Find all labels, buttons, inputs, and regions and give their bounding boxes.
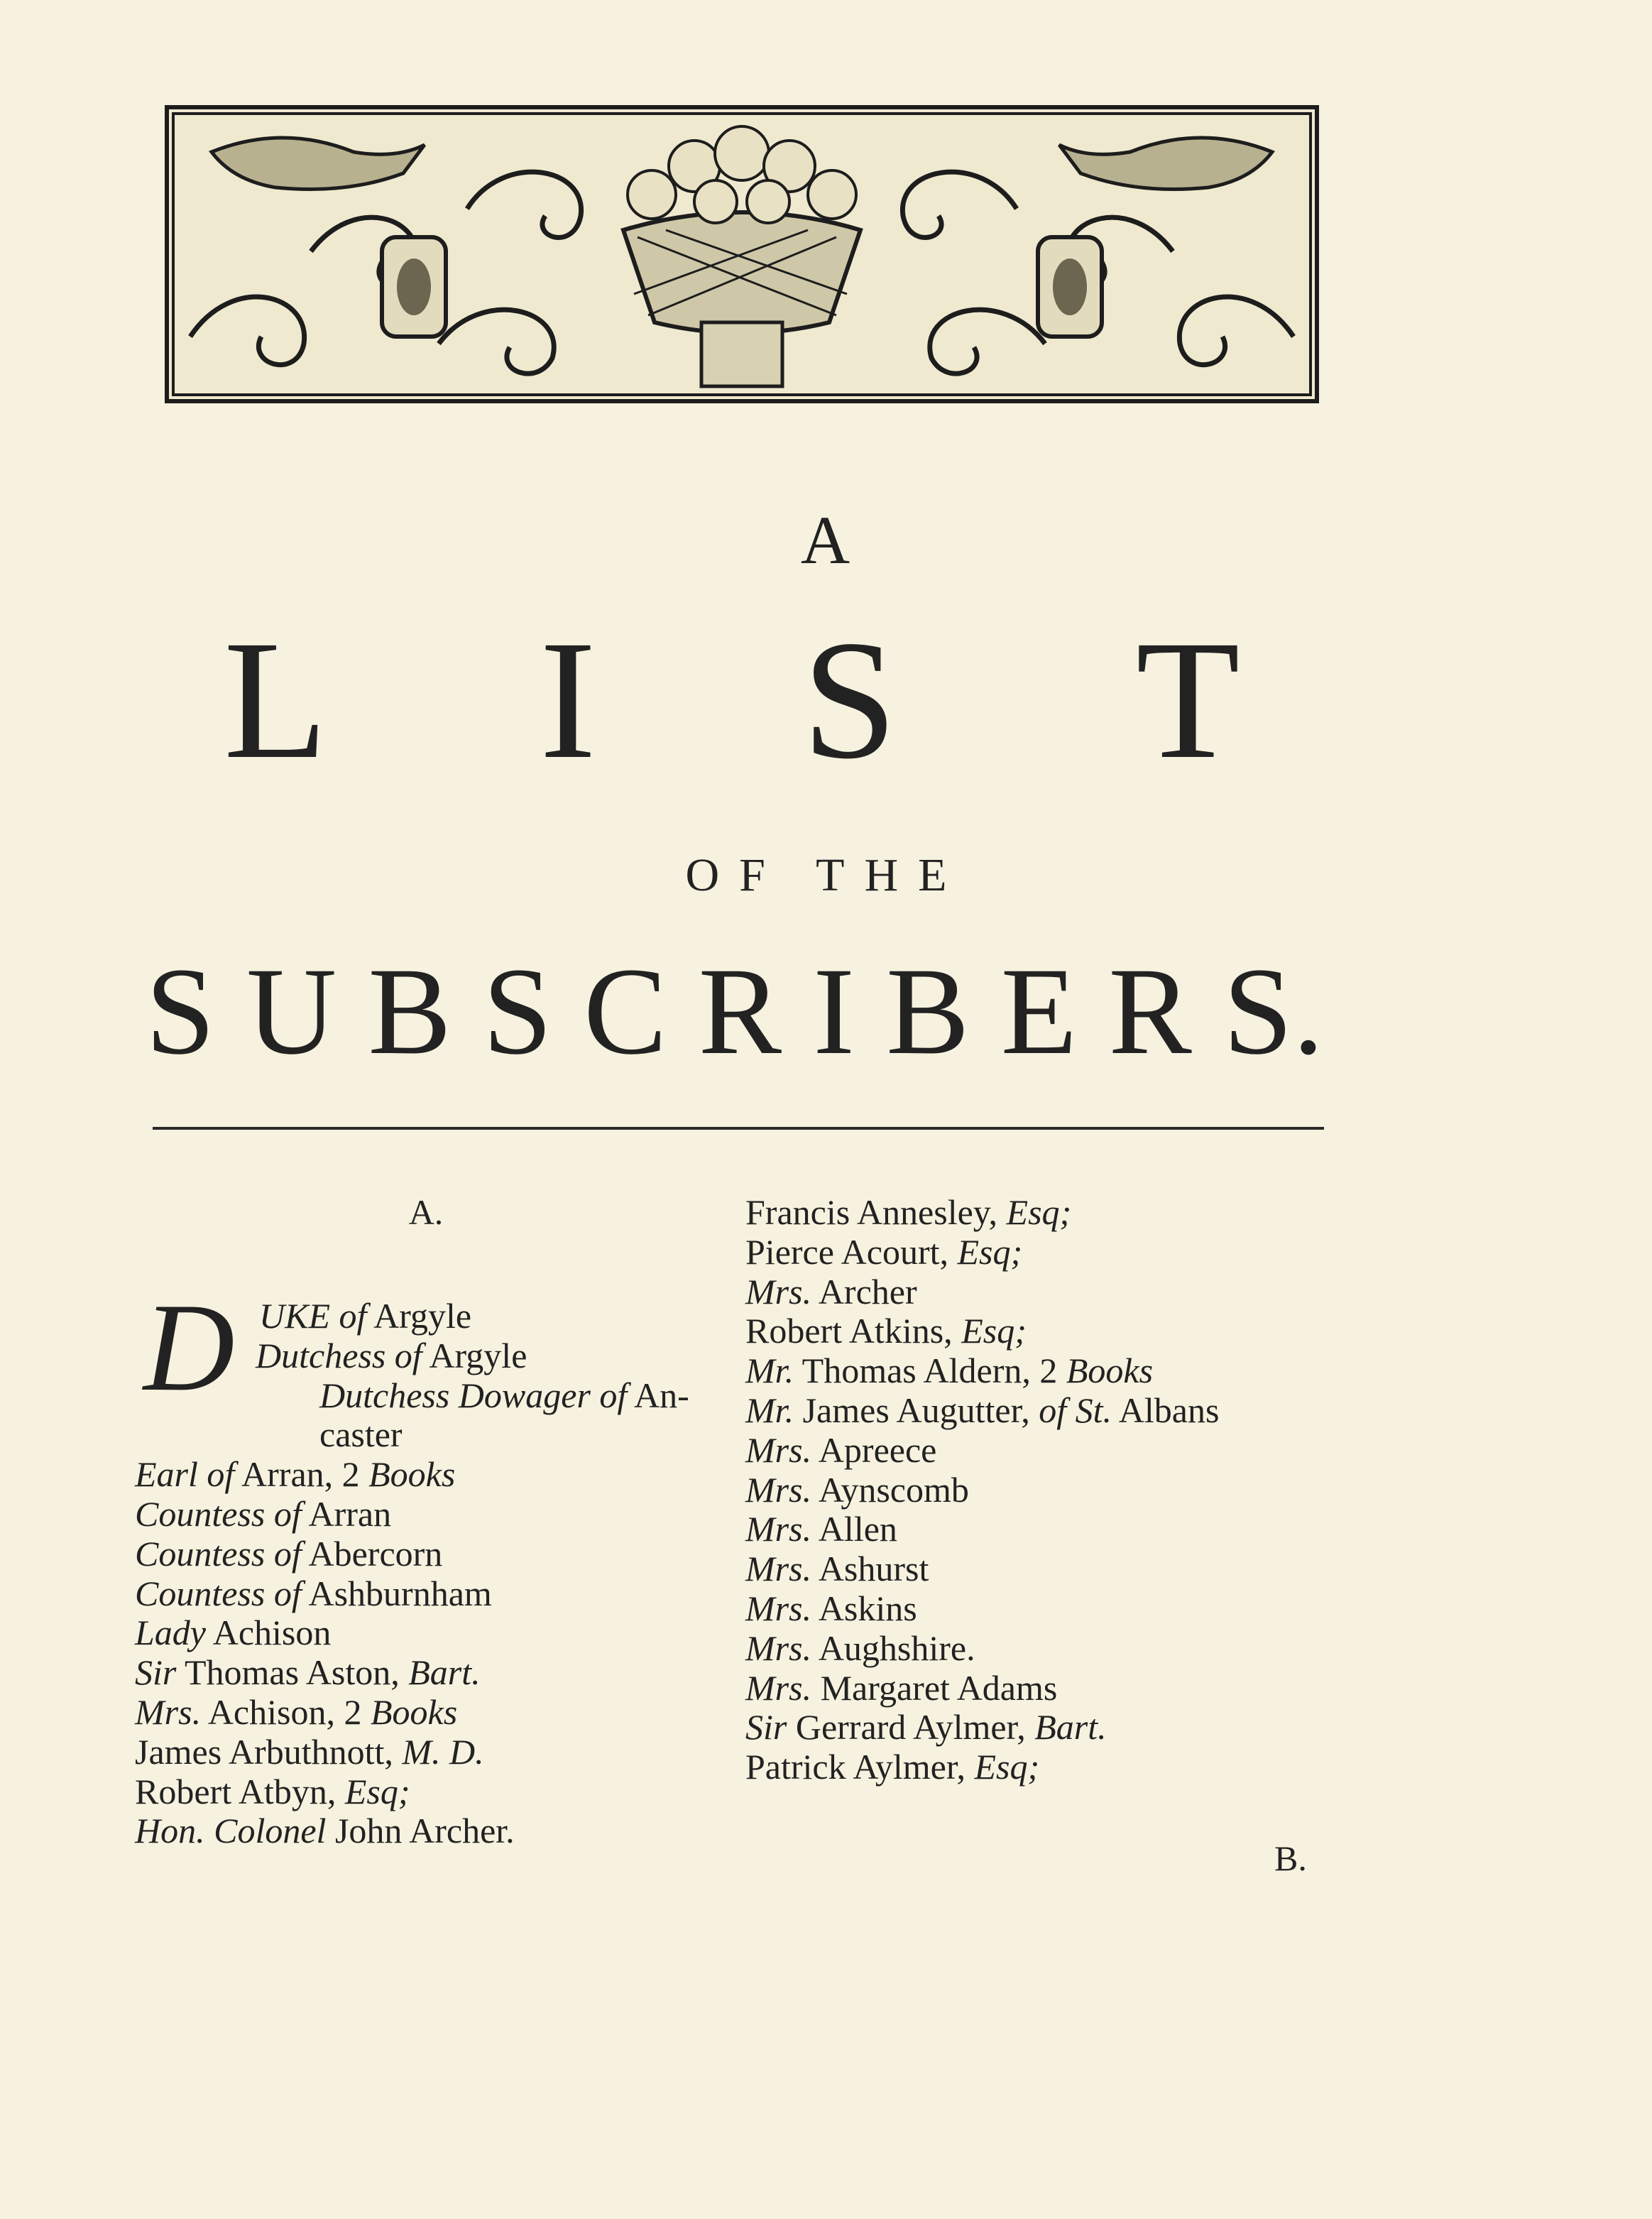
entry-text: Thomas Aldern, 2 (794, 1351, 1066, 1391)
entry-text: Thomas Aston, (176, 1652, 409, 1693)
entry-text: Achison, 2 (201, 1691, 371, 1732)
title-subscribers (146, 942, 1324, 1081)
subscriber-entry (135, 1534, 724, 1574)
entry-italic-text: Mrs. (745, 1549, 812, 1589)
entry-text: Aynscomb (811, 1469, 969, 1510)
catchword: B. (1274, 1838, 1307, 1878)
entry-text: Arran (301, 1493, 392, 1534)
subscriber-entry (745, 1351, 1335, 1391)
entry-italic-text: Esq; (344, 1771, 410, 1811)
subscriber-entry (745, 1391, 1335, 1431)
entry-text: Pierce Acourt, (745, 1231, 958, 1272)
entry-italic-text: Books (1066, 1351, 1154, 1391)
entry-italic-text: Esq; (1006, 1192, 1072, 1232)
entry-text: Achison (206, 1613, 332, 1653)
subscriber-entry (745, 1669, 1335, 1708)
subscriber-entry (135, 1733, 724, 1772)
subscribers-column-right (745, 1193, 1335, 1787)
entry-italic-text: of St. (1039, 1390, 1112, 1430)
subscriber-entry (135, 1653, 724, 1693)
drop-cap: D (143, 1277, 235, 1417)
entry-text: Ashurst (811, 1549, 929, 1589)
entry-italic-text: Mrs. (745, 1271, 812, 1312)
subscriber-entry (745, 1748, 1335, 1787)
entry-text: Argyle (366, 1296, 472, 1336)
title-list (0, 605, 1652, 794)
title-subscribers-letter: E (1000, 942, 1078, 1081)
entry-text: Robert Atkins, (745, 1311, 962, 1351)
subscriber-entry (745, 1549, 1335, 1589)
entry-text: Askins (811, 1588, 917, 1628)
entry-text: Argyle (422, 1335, 527, 1375)
title-list-letter: S (802, 605, 897, 794)
entry-text: Apreece (811, 1429, 937, 1470)
entry-text: An- (627, 1375, 689, 1415)
entry-italic-text: Countess of (135, 1533, 302, 1574)
title-subscribers-letter: R (698, 942, 782, 1081)
entry-text: caster (319, 1414, 403, 1455)
entry-italic-text: Mrs. (745, 1588, 812, 1628)
title-subscribers-letter: S (146, 942, 215, 1081)
entry-italic-text: Bart. (1034, 1707, 1107, 1748)
entry-italic-text: Mrs. (745, 1509, 812, 1549)
entry-text: Allen (811, 1509, 897, 1549)
entry-text: Archer (811, 1271, 917, 1312)
title-subscribers-letter: B (886, 942, 970, 1081)
entry-italic-text: Dutchess Dowager of (319, 1375, 628, 1415)
entry-text: Patrick Aylmer, (745, 1747, 975, 1787)
subscriber-entry (745, 1193, 1335, 1233)
entry-italic-text: Mr. (745, 1351, 794, 1391)
entry-text: Gerrard Aylmer, (787, 1707, 1035, 1748)
title-subscribers-letter: B (368, 942, 452, 1081)
title-list-letter: T (1136, 605, 1240, 794)
subscriber-entry (745, 1272, 1335, 1312)
entry-italic-text: Mrs. (745, 1667, 812, 1708)
subscriber-entry (135, 1495, 724, 1534)
entry-italic-text: Lady (135, 1613, 206, 1653)
entry-italic-text: Esq; (974, 1747, 1040, 1787)
entry-text: Albans (1112, 1390, 1220, 1430)
entry-italic-text: UKE of (259, 1296, 367, 1336)
subscriber-entry (135, 1613, 724, 1653)
entry-text: Arran, 2 (234, 1454, 369, 1495)
divider-rule (153, 1127, 1324, 1130)
subscriber-entry (135, 1693, 724, 1733)
entry-text: Aughshire. (811, 1628, 975, 1668)
subscriber-entry (745, 1233, 1335, 1272)
subscriber-entry (745, 1589, 1335, 1629)
entry-italic-text: Mrs. (745, 1469, 812, 1510)
entry-italic-text: Bart. (408, 1652, 481, 1693)
entry-italic-text: M. D. (402, 1731, 484, 1772)
title-subscribers-letter: S. (1223, 942, 1324, 1081)
entry-italic-text: Sir (745, 1707, 787, 1748)
entry-italic-text: Esq; (961, 1311, 1027, 1351)
subscriber-entry (745, 1510, 1335, 1549)
subscriber-entry (135, 1455, 724, 1495)
entry-italic-text: Sir (135, 1652, 177, 1693)
entry-italic-text: Mr. (745, 1390, 794, 1430)
subscriber-entry (135, 1811, 724, 1851)
subscriber-entry (135, 1415, 724, 1455)
subscriber-entry (745, 1471, 1335, 1510)
entry-text: John Archer. (326, 1811, 515, 1851)
subscribers-column-left (135, 1193, 724, 1851)
subscriber-entry (135, 1574, 724, 1614)
entry-italic-text: Countess of (135, 1493, 302, 1534)
subscriber-entry (745, 1629, 1335, 1669)
entry-italic-text: Esq; (957, 1231, 1023, 1272)
entry-italic-text: Books (368, 1454, 456, 1495)
entry-text: James Augutter, (794, 1390, 1039, 1430)
entry-italic-text: Books (370, 1691, 458, 1732)
entry-italic-text: Mrs. (745, 1429, 812, 1470)
title-subscribers-letter: R (1108, 942, 1192, 1081)
subscriber-entry (745, 1312, 1335, 1351)
title-subscribers-letter: C (584, 942, 667, 1081)
entry-italic-text: Countess of (135, 1573, 302, 1613)
title-list-letter: I (540, 605, 596, 794)
ornamental-headpiece-icon (169, 109, 1315, 399)
entry-italic-text: Mrs. (135, 1691, 202, 1732)
entry-text: Abercorn (301, 1533, 443, 1574)
ornamental-headpiece (165, 105, 1319, 403)
entry-italic-text: Mrs. (745, 1628, 812, 1668)
entry-text: Margaret Adams (811, 1667, 1058, 1708)
entry-italic-text: Hon. Colonel (135, 1811, 327, 1851)
section-letter-heading: A. (408, 1192, 444, 1232)
entry-text: Robert Atbyn, (135, 1771, 345, 1811)
subscriber-entry (745, 1431, 1335, 1471)
subscriber-entry (135, 1772, 724, 1812)
entry-text: James Arbuthnott, (135, 1731, 403, 1772)
entry-italic-text: Earl of (135, 1454, 235, 1495)
entry-text: Francis Annesley, (745, 1192, 1007, 1232)
entry-italic-text: Dutchess of (256, 1335, 422, 1375)
title-subscribers-letter: S (483, 942, 552, 1081)
title-article: A (800, 502, 852, 578)
title-subscribers-letter: U (246, 942, 337, 1081)
entry-text: Ashburnham (301, 1573, 492, 1613)
title-list-letter: L (224, 605, 328, 794)
title-of-the: OF THE (685, 849, 967, 901)
title-subscribers-letter: I (813, 942, 855, 1081)
subscriber-entry (745, 1708, 1335, 1748)
